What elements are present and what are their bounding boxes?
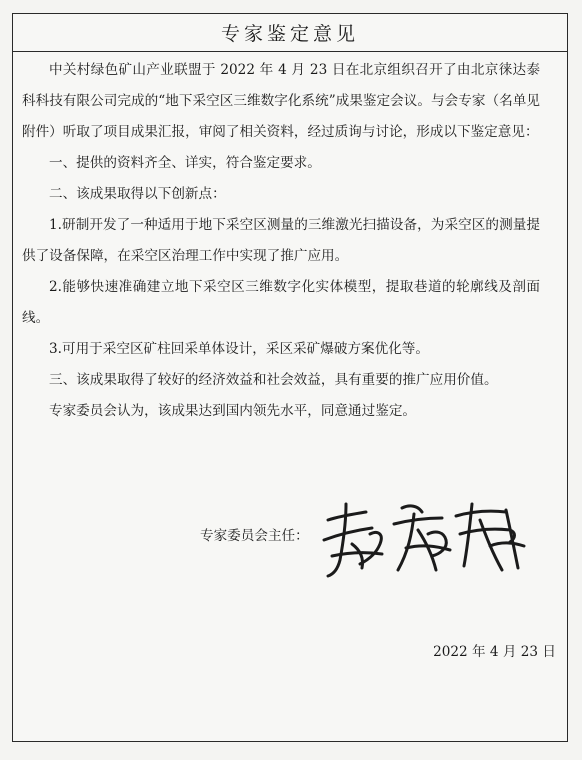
- signing-date: 2022 年 4 月 23 日: [433, 644, 556, 660]
- signature-label: 专家委员会主任：: [200, 528, 309, 544]
- title-row: [13, 14, 567, 52]
- handwritten-signature: [310, 490, 540, 580]
- intro-paragraph: 中关村绿色矿山产业联盟于 2022 年 4 月 23 日在北京组织召开了由北京徕达泰科科技有限公司完成的“地下采空区三维数字化系统”成果鉴定会议。与会专家（名单见附件）听取了项目成果汇报，审阅了相关资料，经过质询与讨论，形成以下鉴定意见：: [22, 62, 540, 140]
- innovation-point-2: 2.能够快速准确建立地下采空区三维数字化实体模型，提取巷道的轮廓线及剖面线。: [22, 279, 540, 326]
- conclusion-paragraph: 专家委员会认为，该成果达到国内领先水平，同意通过鉴定。: [49, 403, 417, 419]
- opinion-item-1: 一、提供的资料齐全、详实，符合鉴定要求。: [49, 155, 321, 171]
- innovation-point-3: 3.可用于采空区矿柱回采单体设计，采区采矿爆破方案优化等。: [49, 341, 429, 357]
- opinion-body: [22, 55, 540, 427]
- signature-block: [200, 490, 530, 580]
- document-title: 专家鉴定意见: [220, 23, 359, 45]
- opinion-item-3: 三、该成果取得了较好的经济效益和社会效益，具有重要的推广应用价值。: [49, 372, 498, 388]
- opinion-item-2: 二、该成果取得以下创新点：: [49, 186, 226, 202]
- innovation-point-1: 1.研制开发了一种适用于地下采空区测量的三维激光扫描设备，为采空区的测量提供了设备保障，在采空区治理工作中实现了推广应用。: [22, 217, 540, 264]
